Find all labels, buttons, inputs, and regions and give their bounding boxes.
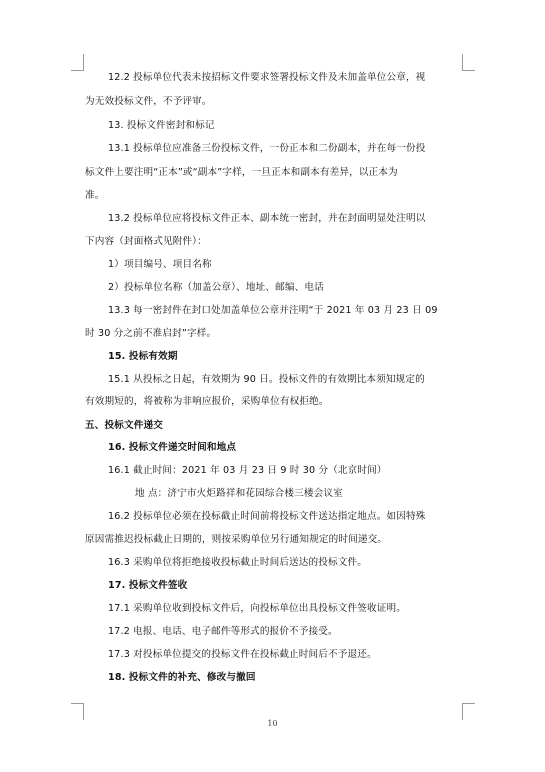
- page-number: 10: [267, 719, 278, 728]
- section-heading: 15. 投标有效期: [108, 351, 178, 362]
- section-heading: 16. 投标文件递交时间和地点: [108, 442, 237, 453]
- crop-mark-bottom-right: [462, 703, 475, 720]
- paragraph-line: 17.2 电报、电话、电子邮件等形式的报价不予接受。: [108, 626, 338, 637]
- paragraph-line: 15.1 从投标之日起，有效期为 90 日。投标文件的有效期比本须知规定的: [108, 374, 425, 385]
- crop-mark-top-left: [71, 54, 84, 71]
- paragraph-line: 原因需推迟投标截止日期的，则按采购单位另行通知规定的时间递交。: [85, 534, 388, 545]
- paragraph-line: 下内容（封面格式见附件）：: [85, 236, 207, 247]
- paragraph-line: 12.2 投标单位代表未按招标文件要求签署投标文件及未加盖单位公章，视: [108, 72, 426, 83]
- paragraph-line: 16.1 截止时间：2021 年 03 月 23 日 9 时 30 分（北京时间）: [108, 465, 387, 476]
- paragraph-line: 17.1 采购单位收到投标文件后，向投标单位出具投标文件签收证明。: [108, 603, 406, 614]
- paragraph-line: 地 点：济宁市火炬路祥和花园综合楼三楼会议室: [135, 488, 343, 499]
- crop-mark-top-right: [462, 54, 475, 71]
- paragraph-line: 13.3 每一密封件在封口处加盖单位公章并注明“于 2021 年 03 月 23 日 09: [108, 305, 438, 316]
- paragraph-line: 17.3 对投标单位提交的投标文件在投标截止时间后不予退还。: [108, 649, 377, 660]
- paragraph-line: 时 30 分之前不准启封”字样。: [85, 328, 217, 339]
- section-heading: 13. 投标文件密封和标记: [108, 120, 215, 131]
- paragraph-line: 16.2 投标单位必须在投标截止时间前将投标文件送达指定地点。如因特殊: [108, 511, 426, 522]
- paragraph-line: 13.1 投标单位应准备三份投标文件，一份正本和二份副本，并在每一份投: [108, 143, 426, 154]
- paragraph-line: 为无效投标文件，不予评审。: [85, 96, 212, 107]
- paragraph-line: 有效期短的，将被称为非响应报价，采购单位有权拒绝。: [85, 396, 329, 407]
- paragraph-line: 16.3 采购单位将拒绝接收投标截止时间后送达的投标文件。: [108, 557, 368, 568]
- paragraph-line: 13.2 投标单位应将投标文件正本、副本统一密封，并在封面明显处注明以: [108, 213, 426, 224]
- section-heading: 17. 投标文件签收: [108, 580, 188, 591]
- chapter-heading: 五、投标文件递交: [85, 420, 163, 431]
- list-item: 1）项目编号、项目名称: [108, 259, 212, 270]
- list-item: 2）投标单位名称（加盖公章）、地址、邮编、电话: [108, 282, 324, 293]
- crop-mark-bottom-left: [71, 703, 84, 720]
- section-heading: 18. 投标文件的补充、修改与撤回: [108, 672, 256, 683]
- paragraph-line: 标文件上要注明“正本”或“副本”字样，一旦正本和副本有差异，以正本为: [85, 167, 398, 178]
- paragraph-line: 准。: [85, 190, 105, 201]
